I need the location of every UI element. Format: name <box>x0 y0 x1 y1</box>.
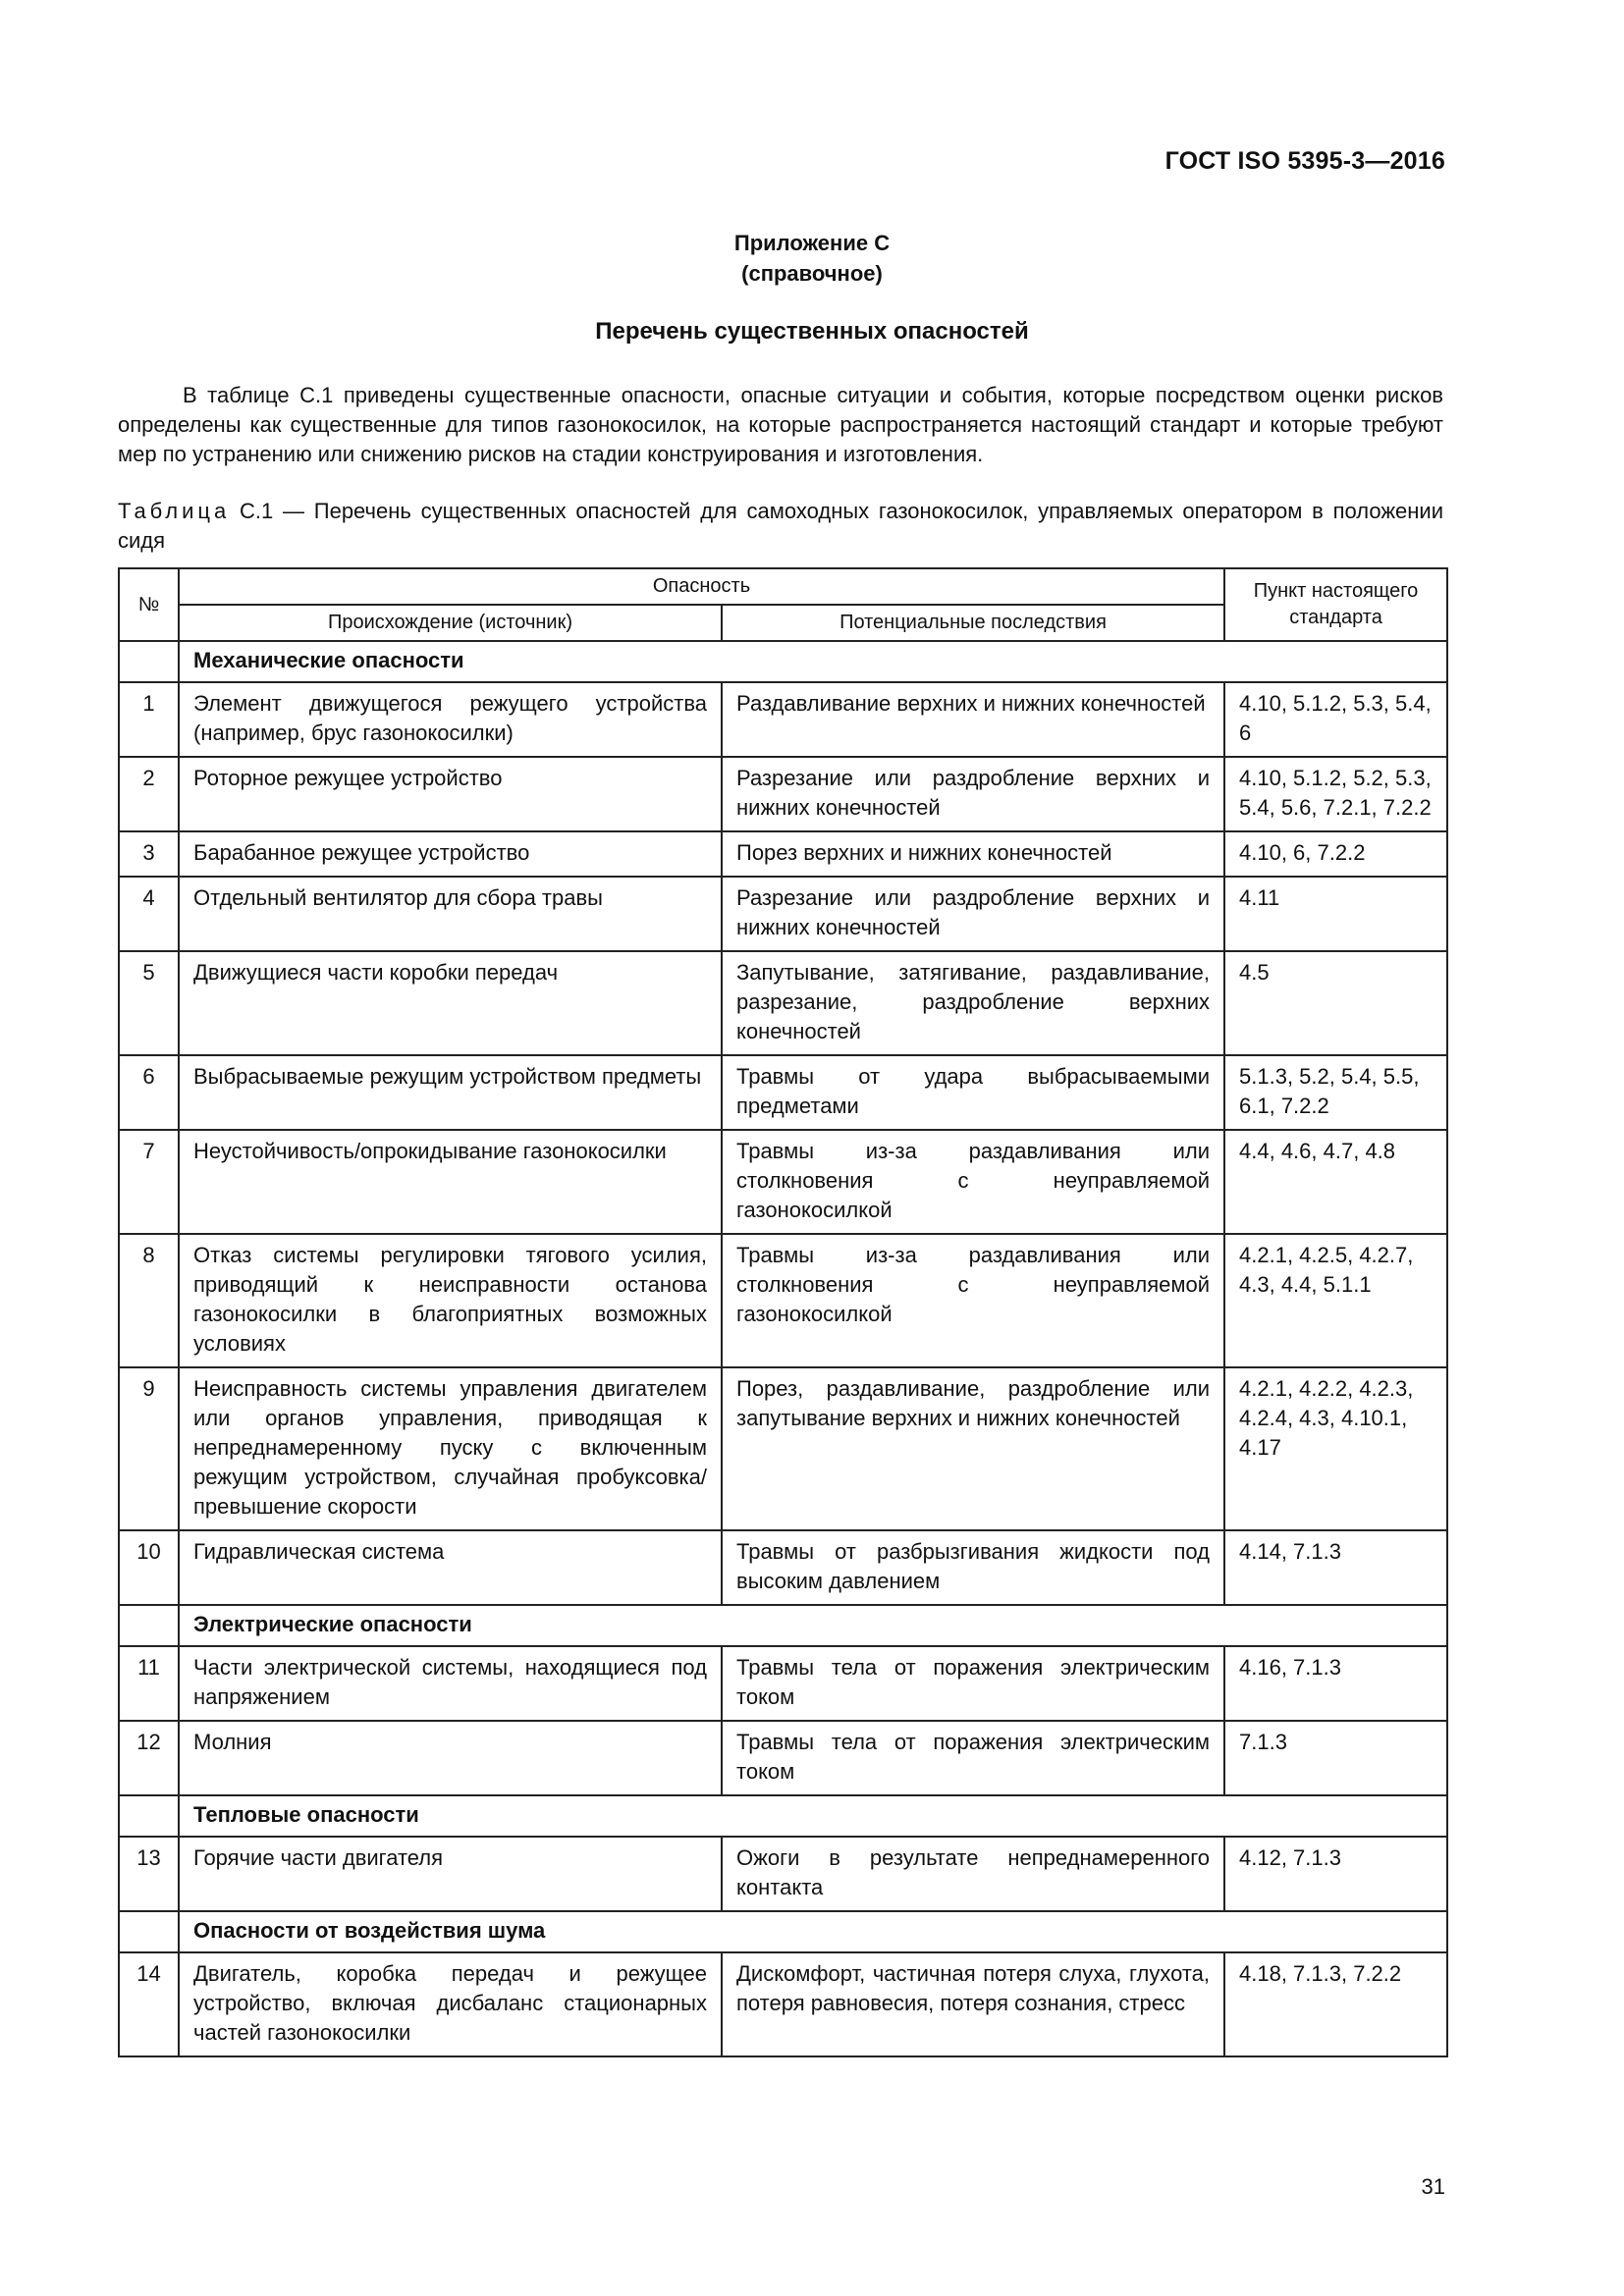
standard-clause: 4.4, 4.6, 4.7, 4.8 <box>1224 1130 1447 1234</box>
hazard-consequences: Травмы тела от поражения электрическим током <box>722 1646 1224 1721</box>
hazard-source: Молния <box>179 1721 722 1795</box>
row-number: 1 <box>119 682 179 757</box>
row-number: 14 <box>119 1952 179 2056</box>
table-row <box>119 1721 1447 1795</box>
row-number: 3 <box>119 831 179 877</box>
standard-clause: 7.1.3 <box>1224 1721 1447 1795</box>
intro-paragraph: В таблице С.1 приведены существенные опасности, опасные ситуации и события, которые посредством оценки рисков определены как существенные для типов газонокосилок, на которые распространяется настоящий стандарт и которые требуют мер по устранению или снижению рисков на стадии конструирования и изготовления. <box>118 383 1443 466</box>
table-row <box>119 1837 1447 1911</box>
row-number: 13 <box>119 1837 179 1911</box>
appendix-subtitle: (справочное) <box>741 261 883 286</box>
category-row <box>119 1911 1447 1952</box>
standard-clause: 4.5 <box>1224 951 1447 1055</box>
category-title: Механические опасности <box>179 641 1447 682</box>
table-row <box>119 877 1447 951</box>
standard-clause: 5.1.3, 5.2, 5.4, 5.5, 6.1, 7.2.2 <box>1224 1055 1447 1130</box>
hazard-source: Неустойчивость/опрокидывание газонокосилки <box>179 1130 722 1234</box>
hazard-consequences: Травмы тела от поражения электрическим током <box>722 1721 1224 1795</box>
category-row <box>119 1605 1447 1646</box>
table-body <box>119 641 1447 2056</box>
row-number: 6 <box>119 1055 179 1130</box>
table-caption <box>118 497 1443 556</box>
table-row <box>119 1130 1447 1234</box>
category-title: Тепловые опасности <box>179 1795 1447 1837</box>
hazard-consequences: Раздавливание верхних и нижних конечностей <box>722 682 1224 757</box>
standard-clause: 4.18, 7.1.3, 7.2.2 <box>1224 1952 1447 2056</box>
standard-clause: 4.12, 7.1.3 <box>1224 1837 1447 1911</box>
header-consequences: Потенциальные последствия <box>722 605 1224 641</box>
standard-clause: 4.16, 7.1.3 <box>1224 1646 1447 1721</box>
hazard-source: Гидравлическая система <box>179 1530 722 1605</box>
table-row <box>119 1055 1447 1130</box>
header-source: Происхождение (источник) <box>179 605 722 641</box>
table-row <box>119 1530 1447 1605</box>
hazard-source: Отдельный вентилятор для сбора травы <box>179 877 722 951</box>
hazard-source: Движущиеся части коробки передач <box>179 951 722 1055</box>
standard-clause: 4.2.1, 4.2.2, 4.2.3, 4.2.4, 4.3, 4.10.1, 4.17 <box>1224 1367 1447 1530</box>
row-number: 10 <box>119 1530 179 1605</box>
hazard-source: Двигатель, коробка передач и режущее устройство, включая дисбаланс стационарных частей газонокосилки <box>179 1952 722 2056</box>
table-row <box>119 831 1447 877</box>
category-num-cell <box>119 1911 179 1952</box>
hazard-consequences: Запутывание, затягивание, раздавливание, разрезание, раздробление верхних конечностей <box>722 951 1224 1055</box>
hazard-source: Роторное режущее устройство <box>179 757 722 831</box>
table-row <box>119 951 1447 1055</box>
hazard-consequences: Травмы от разбрызгивания жидкости под высоким давлением <box>722 1530 1224 1605</box>
row-number: 2 <box>119 757 179 831</box>
header-clause: Пункт настоящего стандарта <box>1224 568 1447 641</box>
page-number: 31 <box>1421 2174 1445 2199</box>
hazard-consequences: Травмы от удара выбрасываемыми предметами <box>722 1055 1224 1130</box>
hazard-source: Неисправность системы управления двигателем или органов управления, приводящая к непреднамеренному пуску с включенным режущим устройством, случайная пробуксовка/превышение скорости <box>179 1367 722 1530</box>
table-row <box>119 682 1447 757</box>
hazard-consequences: Травмы из-за раздавливания или столкновения с неуправляемой газонокосилкой <box>722 1234 1224 1367</box>
hazard-consequences: Разрезание или раздробление верхних и нижних конечностей <box>722 877 1224 951</box>
hazard-consequences: Ожоги в результате непреднамеренного контакта <box>722 1837 1224 1911</box>
category-row <box>119 641 1447 682</box>
table-row <box>119 757 1447 831</box>
row-number: 12 <box>119 1721 179 1795</box>
hazard-consequences: Дискомфорт, частичная потеря слуха, глухота, потеря равновесия, потеря сознания, стресс <box>722 1952 1224 2056</box>
standard-clause: 4.10, 6, 7.2.2 <box>1224 831 1447 877</box>
standard-clause: 4.2.1, 4.2.5, 4.2.7, 4.3, 4.4, 5.1.1 <box>1224 1234 1447 1367</box>
table-row <box>119 1952 1447 2056</box>
standard-clause: 4.14, 7.1.3 <box>1224 1530 1447 1605</box>
table-row <box>119 1646 1447 1721</box>
header-num: № <box>119 568 179 641</box>
section-title: Перечень существенных опасностей <box>595 318 1029 345</box>
table-caption-text: С.1 — Перечень существенных опасностей для самоходных газонокосилок, управляемых оператором в положении сидя <box>118 499 1443 553</box>
row-number: 7 <box>119 1130 179 1234</box>
standard-clause: 4.10, 5.1.2, 5.2, 5.3, 5.4, 5.6, 7.2.1, 7.2.2 <box>1224 757 1447 831</box>
table-row <box>119 1367 1447 1530</box>
hazards-table <box>118 567 1448 2057</box>
hazard-source: Выбрасываемые режущим устройством предметы <box>179 1055 722 1130</box>
appendix-title: Приложение С <box>733 231 891 255</box>
document-id: ГОСТ ISO 5395-3—2016 <box>1164 147 1445 175</box>
row-number: 8 <box>119 1234 179 1367</box>
hazard-consequences: Разрезание или раздробление верхних и нижних конечностей <box>722 757 1224 831</box>
category-title: Опасности от воздействия шума <box>179 1911 1447 1952</box>
standard-clause: 4.10, 5.1.2, 5.3, 5.4, 6 <box>1224 682 1447 757</box>
hazard-consequences: Травмы из-за раздавливания или столкновения с неуправляемой газонокосилкой <box>722 1130 1224 1234</box>
row-number: 4 <box>119 877 179 951</box>
category-title: Электрические опасности <box>179 1605 1447 1646</box>
header-hazard: Опасность <box>179 568 1224 605</box>
category-num-cell <box>119 1795 179 1837</box>
category-row <box>119 1795 1447 1837</box>
hazard-source: Элемент движущегося режущего устройства (например, брус газонокосилки) <box>179 682 722 757</box>
category-num-cell <box>119 641 179 682</box>
hazard-consequences: Порез верхних и нижних конечностей <box>722 831 1224 877</box>
category-num-cell <box>119 1605 179 1646</box>
hazard-source: Барабанное режущее устройство <box>179 831 722 877</box>
standard-clause: 4.11 <box>1224 877 1447 951</box>
hazard-source: Горячие части двигателя <box>179 1837 722 1911</box>
hazard-source: Отказ системы регулировки тягового усилия, приводящий к неисправности останова газонокосилки в благоприятных возможных условиях <box>179 1234 722 1367</box>
table-caption-label: Таблица <box>118 499 231 523</box>
hazard-consequences: Порез, раздавливание, раздробление или запутывание верхних и нижних конечностей <box>722 1367 1224 1530</box>
row-number: 5 <box>119 951 179 1055</box>
hazard-source: Части электрической системы, находящиеся под напряжением <box>179 1646 722 1721</box>
row-number: 9 <box>119 1367 179 1530</box>
appendix-heading <box>0 228 1624 289</box>
table-row <box>119 1234 1447 1367</box>
row-number: 11 <box>119 1646 179 1721</box>
